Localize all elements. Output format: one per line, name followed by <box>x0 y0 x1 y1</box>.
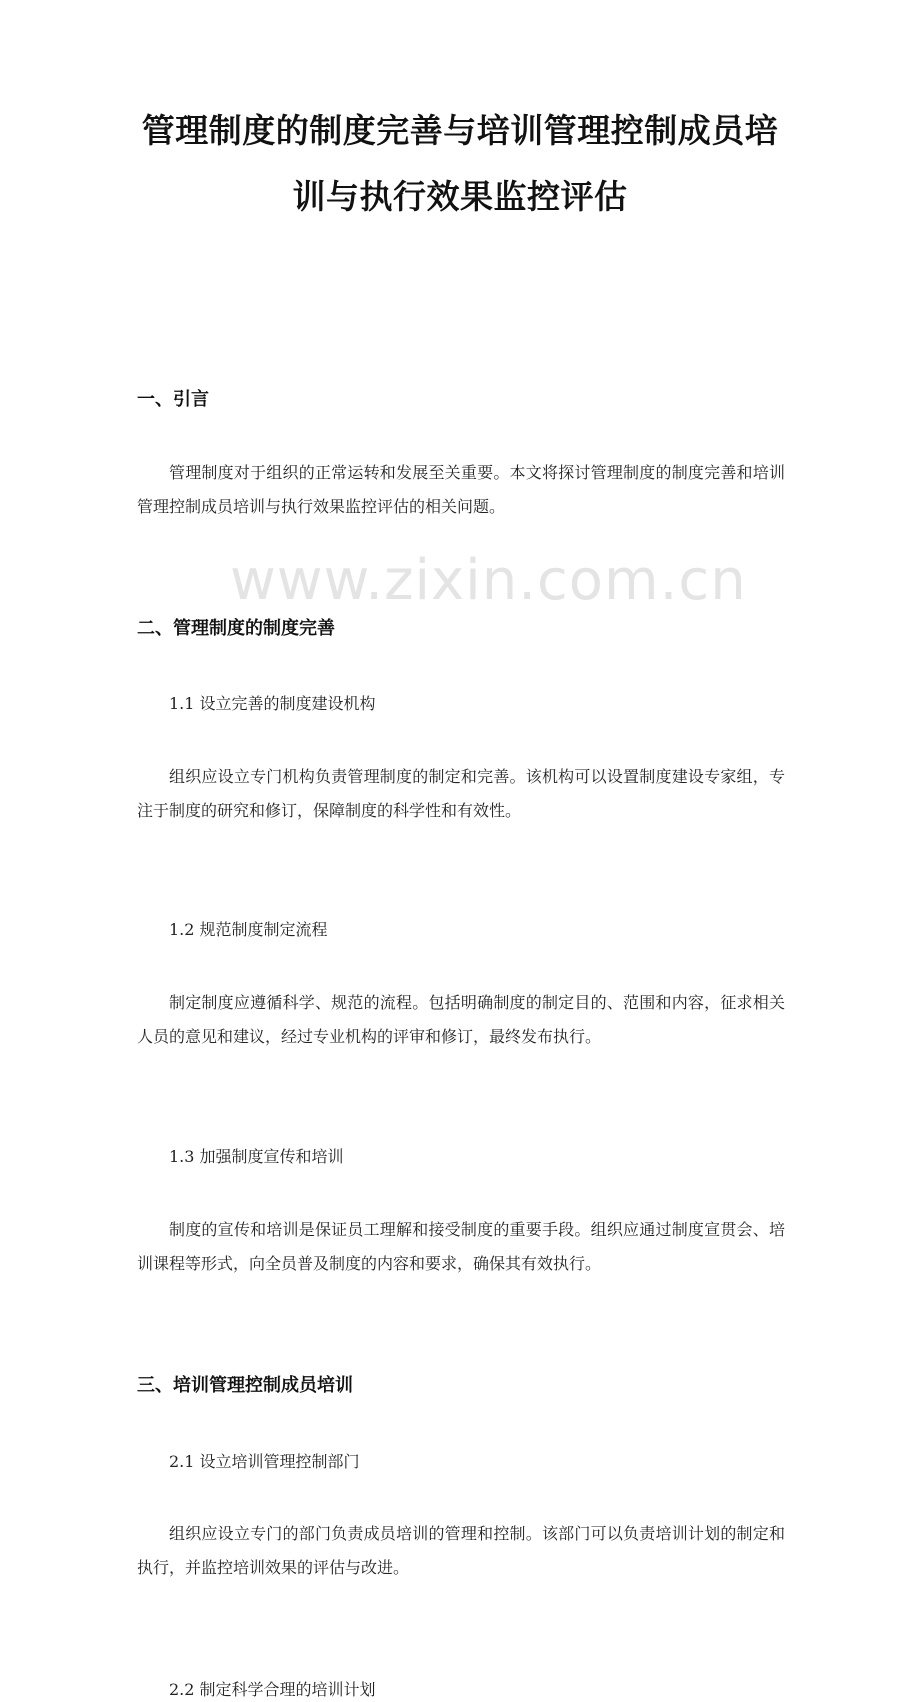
watermark: www.zixin.com.cn <box>230 548 747 613</box>
subheading-2-2: 2.2 制定科学合理的培训计划 <box>169 1680 376 1699</box>
paragraph-2-1: 组织应设立专门的部门负责成员培训的管理和控制。该部门可以负责培训计划的制定和执行，并监控培训效果的评估与改进。 <box>137 1524 785 1577</box>
intro-paragraph: 管理制度对于组织的正常运转和发展至关重要。本文将探讨管理制度的制度完善和培训管理控制成员培训与执行效果监控评估的相关问题。 <box>137 463 785 516</box>
document-title: 管理制度的制度完善与培训管理控制成员培训与执行效果监控评估 <box>141 111 779 216</box>
paragraph-1-3: 制度的宣传和培训是保证员工理解和接受制度的重要手段。组织应通过制度宣贯会、培训课程等形式，向全员普及制度的内容和要求，确保其有效执行。 <box>137 1220 785 1273</box>
subheading-1-1: 1.1 设立完善的制度建设机构 <box>169 694 376 713</box>
subheading-1-3: 1.3 加强制度宣传和培训 <box>169 1147 344 1166</box>
paragraph-1-1: 组织应设立专门机构负责管理制度的制定和完善。该机构可以设置制度建设专家组，专注于制度的研究和修订，保障制度的科学性和有效性。 <box>137 767 785 820</box>
section-heading-3: 三、培训管理控制成员培训 <box>137 1375 353 1396</box>
section-heading-2: 二、管理制度的制度完善 <box>137 618 335 639</box>
section-heading-intro: 一、引言 <box>137 389 209 410</box>
subheading-2-1: 2.1 设立培训管理控制部门 <box>169 1452 360 1471</box>
paragraph-1-2: 制定制度应遵循科学、规范的流程。包括明确制度的制定目的、范围和内容，征求相关人员的意见和建议，经过专业机构的评审和修订，最终发布执行。 <box>137 993 785 1046</box>
subheading-1-2: 1.2 规范制度制定流程 <box>169 920 328 939</box>
